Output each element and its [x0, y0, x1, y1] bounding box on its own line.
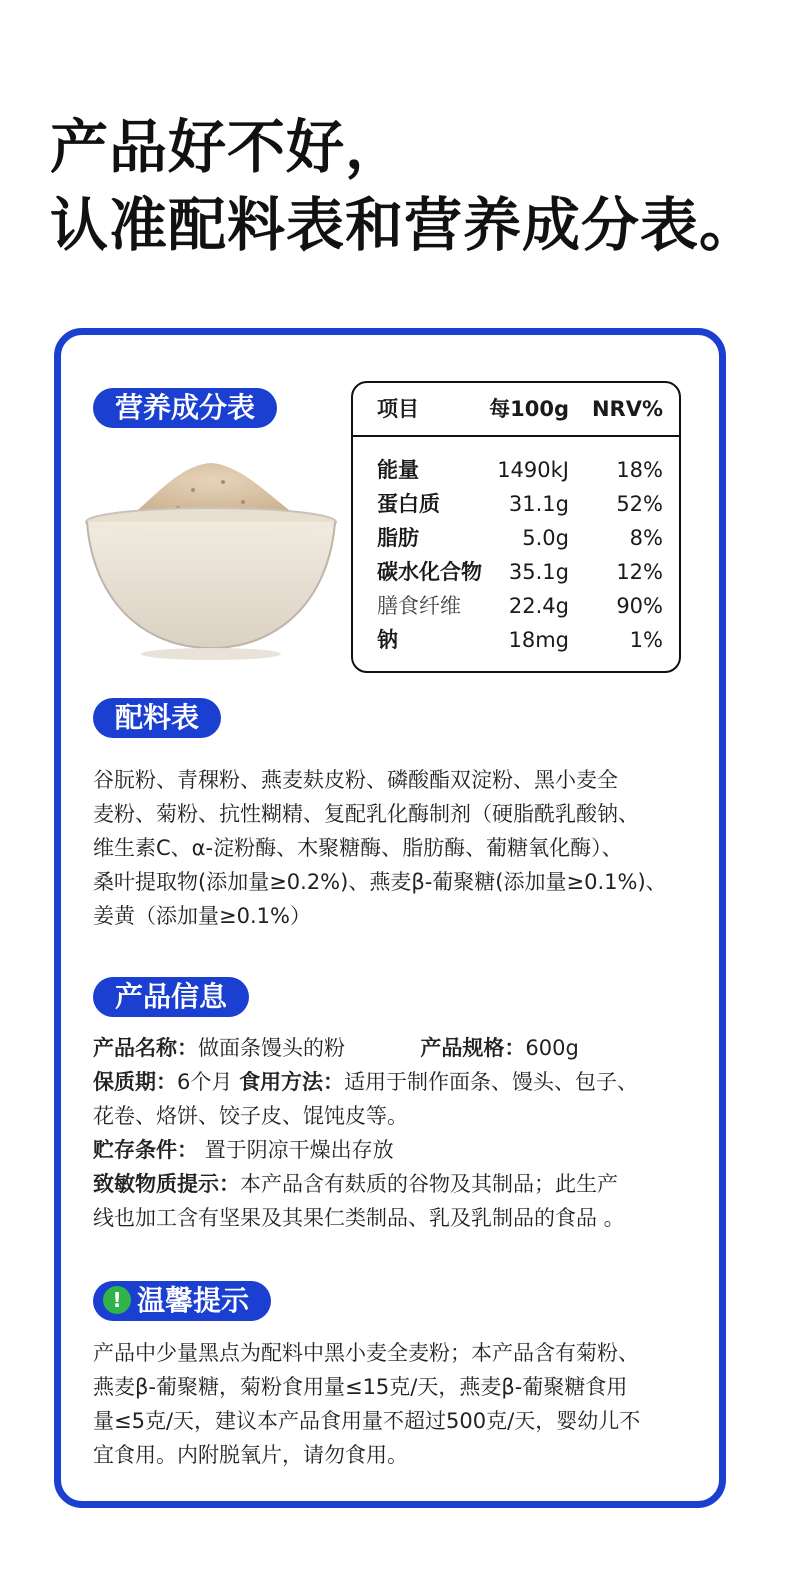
ingredients-line: 谷朊粉、青稞粉、燕麦麸皮粉、磷酸酯双淀粉、黑小麦全 — [93, 768, 618, 792]
ingredients-title-pill — [93, 698, 221, 738]
ingredients-title: 配料表 — [115, 701, 200, 734]
tips-line: 宜食用。内附脱氧片，请勿食用。 — [93, 1443, 408, 1467]
tips-title-pill — [93, 1281, 271, 1321]
storage-line — [93, 1133, 713, 1167]
row-name: 钠 — [377, 628, 398, 652]
shelf-usage-line — [93, 1065, 713, 1099]
usage-value: 适用于制作面条、馒头、包子、 — [344, 1070, 639, 1094]
row-nrv: 8% — [629, 526, 663, 550]
shelf-life-label: 保质期： — [93, 1070, 177, 1094]
tips-line: 产品中少量黑点为配料中黑小麦全麦粉；本产品含有菊粉、 — [93, 1341, 639, 1365]
shelf-life-value: 6个月 — [177, 1070, 233, 1094]
row-amount: 31.1g — [508, 492, 569, 516]
allergen-value: 本产品含有麸质的谷物及其制品；此生产 — [240, 1172, 618, 1196]
allergen-continued: 线也加工含有坚果及其果仁类制品、乳及乳制品的食品 。 — [93, 1206, 625, 1230]
row-amount: 18mg — [508, 628, 569, 652]
exclamation-icon: ! — [103, 1286, 131, 1314]
product-info-text — [93, 1031, 713, 1235]
row-nrv: 12% — [616, 560, 663, 584]
product-info-title: 产品信息 — [115, 980, 228, 1013]
nutrition-title-pill — [93, 388, 277, 428]
ingredients-line: 麦粉、菊粉、抗性糊精、复配乳化酶制剂（硬脂酰乳酸钠、 — [93, 802, 639, 826]
usage-label: 食用方法： — [239, 1070, 345, 1094]
header-nrv: NRV% — [591, 397, 663, 421]
flour-bowl-image — [83, 460, 339, 660]
row-amount: 5.0g — [522, 526, 569, 550]
ingredients-line: 姜黄（添加量≥0.1%） — [93, 904, 311, 928]
product-spec-label: 产品规格： — [420, 1036, 526, 1060]
ingredients-line: 桑叶提取物(添加量≥0.2%)、燕麦β-葡聚糖(添加量≥0.1%)、 — [93, 870, 667, 894]
storage-value: 置于阴凉干燥出存放 — [204, 1138, 394, 1162]
tips-title: 温馨提示 — [137, 1284, 250, 1317]
row-amount: 1490kJ — [497, 458, 569, 482]
headline — [50, 108, 758, 264]
row-nrv: 18% — [616, 458, 663, 482]
row-name: 脂肪 — [377, 526, 419, 550]
tips-line: 量≤5克/天，建议本产品食用量不超过500克/天，婴幼儿不 — [93, 1409, 641, 1433]
product-name-spec-line — [93, 1031, 713, 1065]
ingredients-line: 维生素C、α-淀粉酶、木聚糖酶、脂肪酶、葡糖氧化酶）、 — [93, 836, 623, 860]
nutrition-table-header — [353, 383, 679, 437]
row-nrv: 52% — [616, 492, 663, 516]
row-name: 膳食纤维 — [377, 594, 461, 618]
header-per-100g: 每100g — [489, 397, 569, 421]
nutrition-table — [351, 381, 681, 673]
row-nrv: 90% — [616, 594, 663, 618]
product-spec-value: 600g — [525, 1036, 579, 1060]
header-item: 项目 — [377, 397, 419, 421]
tips-text — [93, 1336, 713, 1472]
tips-line: 燕麦β-葡聚糖，菊粉食用量≤15克/天，燕麦β-葡聚糖食用 — [93, 1375, 628, 1399]
row-name: 蛋白质 — [377, 492, 440, 516]
info-card — [54, 328, 726, 1508]
product-name-value: 做面条馒头的粉 — [198, 1036, 345, 1060]
product-info-title-pill — [93, 977, 249, 1017]
storage-label: 贮存条件： — [93, 1138, 198, 1162]
nutrition-title: 营养成分表 — [115, 391, 256, 424]
headline-line-1: 产品好不好， — [50, 113, 405, 181]
allergen-line — [93, 1167, 713, 1201]
allergen-label: 致敏物质提示： — [93, 1172, 240, 1196]
row-name: 能量 — [377, 458, 419, 482]
usage-continued: 花卷、烙饼、饺子皮、馄饨皮等。 — [93, 1104, 408, 1128]
product-name-label: 产品名称： — [93, 1036, 198, 1060]
ingredients-text — [93, 763, 713, 933]
row-amount: 35.1g — [508, 560, 569, 584]
row-name: 碳水化合物 — [377, 560, 482, 584]
row-amount: 22.4g — [508, 594, 569, 618]
headline-line-2: 认准配料表和营养成分表。 — [50, 191, 759, 259]
row-nrv: 1% — [629, 628, 663, 652]
